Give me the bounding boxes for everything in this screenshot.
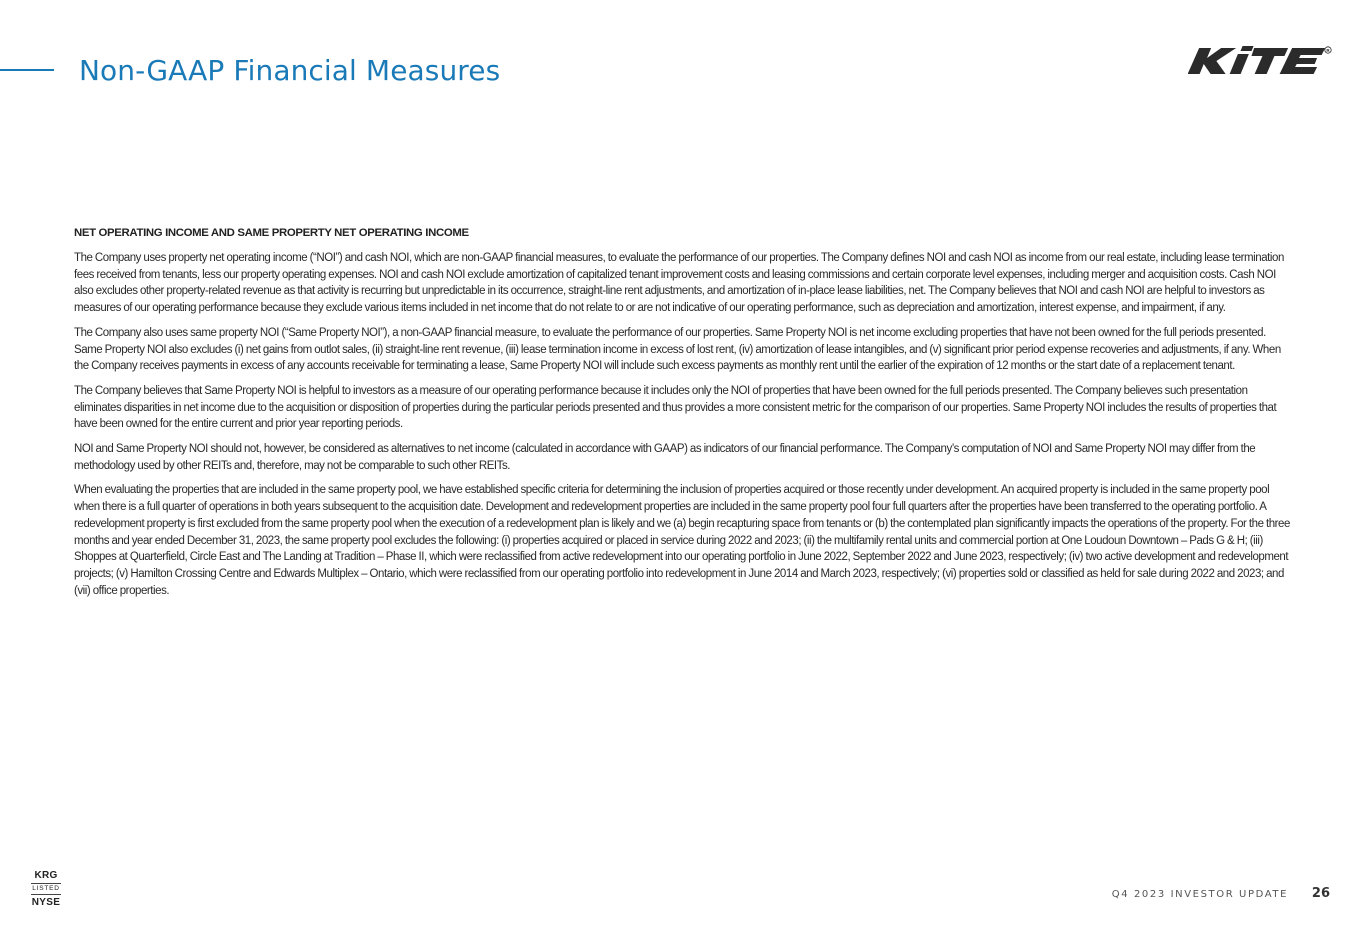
paragraph-gaap-alternatives: NOI and Same Property NOI should not, however, be considered as alternatives to net income (calculated in accordance with GAAP) as indicators of our financial performance. The Company’s computation of NOI and Same Property NOI may differ from the methodology used by other REITs and, therefore, may not be comparable to such other REITs. (74, 443, 1256, 472)
badge-divider (31, 894, 61, 895)
page-title: Non-GAAP Financial Measures (79, 54, 501, 87)
paragraph-noi-definition: The Company uses property net operating income (“NOI”) and cash NOI, which are non-GAAP financial measures, to evaluate the performance of our properties. The Company defines NOI and cash NOI as income from our real estate, including lease termination fees received from tenants, less our property operating expenses. NOI and cash NOI exclude amortization of capitalized tenant improvement costs and leasing commissions and certain corporate level expenses, including merger and acquisition costs. Cash NOI also excludes other property-related revenue as that activity is recurring but unpredictable in its occurrence, straight-line rent adjustments, and amortization of in-place lease liabilities, net. The Company believes that NOI and cash NOI are helpful to investors as measures of our operating performance because they exclude various items included in net income that do not relate to or are not indicative of our operating performance, such as depreciation and amortization, interest expense, and impairment, if any. (74, 252, 1284, 315)
paragraph-same-property-noi: The Company also uses same property NOI (“Same Property NOI”), a non-GAAP financial measure, to evaluate the performance of our properties. Same Property NOI is net income excluding properties that have not been owned for the full periods presented. Same Property NOI also excludes (i) net gains from outlot sales, (ii) straight-line rent revenue, (iii) lease termination income in excess of lost rent, (iv) amortization of lease intangibles, and (v) significant prior period expense recoveries and adjustments, if any. When the Company receives payments in excess of any accounts receivable for terminating a lease, Same Property NOI will include such excess payments as monthly rent until the earlier of the expiration of 12 months or the start date of a replacement tenant. (74, 326, 1281, 373)
paragraph-same-property-pool: When evaluating the properties that are included in the same property pool, we have established specific criteria for determining the inclusion of properties acquired or those recently under development. An acquired property is included in the same property pool when there is a full quarter of operations in both years subsequent to the acquisition date. Development and redevelopment properties are included in the same property pool four full quarters after the properties have been transferred to the operating portfolio. A redevelopment property is first excluded from the same property pool when the execution of a redevelopment plan is likely and we (a) begin recapturing space from tenants or (b) the contemplated plan significantly impacts the operations of the property. For the three months and year ended December 31, 2023, the same property pool excludes the following: (i) properties acquired or placed in service during 2022 and 2023; (ii) the multifamily rental units and commercial portion at One Loudoun Downtown – Pads G & H; (iii) Shoppes at Quarterfield, Circle East and The Landing at Tradition – Phase II, which were reclassified from active redevelopment into our operating portfolio in June 2022, September 2022 and June 2023, respectively; (iv) two active development and redevelopment projects; (v) Hamilton Crossing Centre and Edwards Multiplex – Ontario, which were reclassified from our operating portfolio into redevelopment in June 2014 and March 2023, respectively; (vi) properties sold or classified as held for sale during 2022 and 2023; and (vii) office properties. (74, 484, 1290, 597)
svg-text:R: R (1326, 47, 1330, 53)
badge-listed: LISTED (32, 885, 60, 892)
badge-divider (31, 883, 61, 884)
paragraph-noi-helpfulness: The Company believes that Same Property NOI is helpful to investors as a measure of our operating performance because it includes only the NOI of properties that have been owned for the full periods presented. The Company believes such presentation eliminates disparities in net income due to the acquisition or disposition of properties during the particular periods presented and thus provides a more consistent metric for the comparison of our properties. Same Property NOI includes the results of properties that have been owned for the entire current and prior year reporting periods. (74, 384, 1277, 431)
kite-logo (1188, 44, 1333, 78)
badge-exchange: NYSE (31, 897, 61, 908)
footer-label: Q4 2023 INVESTOR UPDATE (1111, 889, 1288, 900)
title-accent-line (0, 69, 54, 71)
kite-logo-mark (1188, 46, 1326, 74)
nyse-listing-badge (26, 869, 66, 909)
badge-ticker: KRG (34, 870, 58, 881)
page-number: 26 (1311, 886, 1330, 901)
document-body (74, 224, 1296, 607)
section-heading: NET OPERATING INCOME AND SAME PROPERTY NET OPERATING INCOME (74, 227, 469, 239)
